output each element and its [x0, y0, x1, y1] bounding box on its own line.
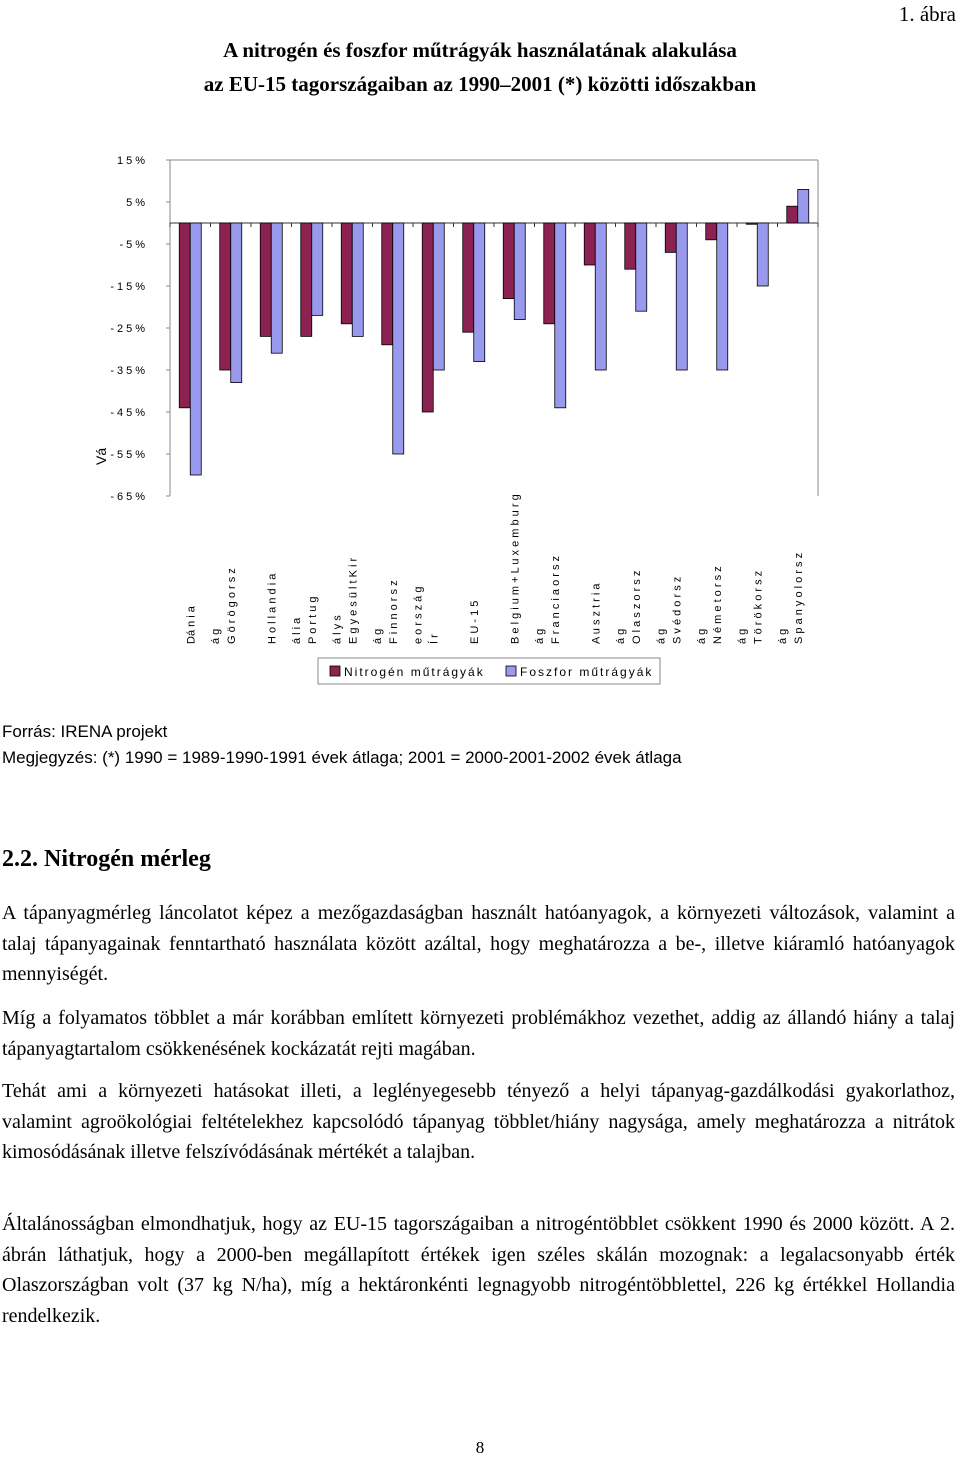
- nitrogen-bar: [463, 223, 474, 332]
- paragraph-3: Tehát ami a környezeti hatásokat illeti, a leglényegesebb tényező a helyi tápanyag-gazdálkodási gyakorlathoz, valamint agroökológiai feltételekhez kapcsolódó tápanyag többlet/hiány nagysága, amely meghatározza a nitrátok kimosódásának illetve felszívódásának mértékét a talajban.: [2, 1080, 955, 1163]
- nitrogen-bar: [706, 223, 717, 240]
- nitrogen-bar: [382, 223, 393, 345]
- x-tick-label: O l a s z o r s z: [630, 570, 643, 644]
- y-tick-label: 15%: [116, 155, 148, 167]
- x-tick-label-tail: á g: [209, 628, 222, 644]
- nitrogen-bar: [544, 223, 555, 324]
- x-tick-label-tail: á l i a: [290, 617, 303, 644]
- phosphorus-bar: [757, 223, 768, 286]
- x-tick-label: T ö r ö k o r s z: [752, 570, 765, 644]
- x-tick-label-tail: á g: [371, 628, 384, 644]
- phosphorus-bar: [514, 223, 525, 320]
- phosphorus-bar: [190, 223, 201, 475]
- x-tick-label: F r a n c i a o r s z: [549, 555, 562, 644]
- phosphorus-bar: [717, 223, 728, 370]
- phosphorus-bar: [595, 223, 606, 370]
- x-tick-label: E U - 1 5: [468, 600, 481, 644]
- nitrogen-bar: [625, 223, 636, 269]
- y-tick-label: 5%: [126, 197, 148, 209]
- y-tick-label: -45%: [110, 407, 148, 419]
- remark-note: Megjegyzés: (*) 1990 = 1989-1990-1991 évek átlaga; 2001 = 2000-2001-2002 évek átlaga: [2, 748, 682, 767]
- x-tick-label: N é m e t o r s z: [711, 566, 724, 644]
- y-tick-label: -65%: [110, 491, 148, 503]
- x-tick-label: P o r t u g: [306, 596, 319, 644]
- page-number: 8: [475, 1438, 485, 1457]
- legend-swatch: [506, 666, 516, 676]
- x-tick-label: Dá n i a: [185, 606, 198, 644]
- nitrogen-bar: [746, 223, 757, 224]
- y-tick-label: -5%: [119, 239, 148, 251]
- chart: [0, 140, 960, 700]
- source-note: Forrás: IRENA projekt: [2, 722, 168, 741]
- phosphorus-bar: [798, 189, 809, 223]
- paragraph-2: Míg a folyamatos többlet a már korábban említett környezeti problémákhoz vezethet, addig az állandó hiány a talaj tápanyagtartalom csökkenésének kockázatát rejti magában.: [2, 1007, 955, 1060]
- nitrogen-bar: [179, 223, 190, 408]
- phosphorus-bar: [555, 223, 566, 408]
- x-tick-label: B e l g i u m + L u x e m b u r g: [509, 494, 522, 644]
- legend-swatch: [330, 666, 340, 676]
- x-tick-label: Í r: [428, 634, 441, 644]
- phosphorus-bar: [352, 223, 363, 336]
- x-tick-label-tail: á g: [655, 628, 668, 644]
- x-tick-label-tail: á g: [736, 628, 749, 644]
- x-tick-label: S v é d o r s z: [671, 576, 684, 644]
- section-heading: 2.2. Nitrogén mérleg: [2, 846, 211, 872]
- chart-title-line-1: A nitrogén és foszfor műtrágyák használatának alakulása: [223, 38, 737, 62]
- figure-label: 1. ábra: [898, 2, 956, 26]
- phosphorus-bar: [676, 223, 687, 370]
- x-tick-label: F i n n o r s z: [387, 580, 400, 644]
- y-tick-label: -25%: [110, 323, 148, 335]
- x-tick-label: E g y e s ü l t K i r: [347, 557, 360, 644]
- nitrogen-bar: [301, 223, 312, 336]
- paragraph-4: Általánosságban elmondhatjuk, hogy az EU-15 tagországaiban a nitrogéntöbblet csökkent 1990 és 2000 között. A 2. ábrán láthatjuk, hogy a 2000-ben megállapított értékek igen széles skálán mozognak: a legalacsonyabb érték Olaszországban volt (37 kg N/ha), míg a hektáronkénti legnagyobb nitrogéntöbblettel, 226 kg értékkel Hollandia rendelkezik.: [2, 1213, 955, 1327]
- nitrogen-bar: [341, 223, 352, 324]
- y-tick-label: -35%: [110, 365, 148, 377]
- x-tick-label-tail: á g: [614, 628, 627, 644]
- nitrogen-bar: [787, 206, 798, 223]
- nitrogen-bar: [422, 223, 433, 412]
- phosphorus-bar: [312, 223, 323, 315]
- y-tick-label: -15%: [110, 281, 148, 293]
- x-tick-label-tail: á g: [695, 628, 708, 644]
- phosphorus-bar: [474, 223, 485, 362]
- phosphorus-bar: [231, 223, 242, 383]
- x-tick-label: S p a n y o l o r s z: [792, 552, 805, 644]
- x-tick-label-tail: á g: [533, 628, 546, 644]
- x-tick-label: G ö r ö g o r s z: [225, 568, 238, 644]
- x-tick-label-tail: e o r s z á g: [412, 586, 425, 644]
- y-tick-label: -55%: [110, 449, 148, 461]
- chart-title-line-2: az EU-15 tagországaiban az 1990–2001 (*) közötti időszakban: [203, 72, 757, 96]
- legend-label: Foszfor műtrágyák: [520, 665, 654, 679]
- phosphorus-bar: [271, 223, 282, 353]
- nitrogen-bar: [260, 223, 271, 336]
- nitrogen-bar: [503, 223, 514, 299]
- phosphorus-bar: [433, 223, 444, 370]
- phosphorus-bar: [636, 223, 647, 311]
- paragraph-1: A tápanyagmérleg láncolatot képez a mezőgazdaságban használt hatóanyagok, a környezeti változások, valamint a talaj tápanyagainak fenntartható használata között azáltal, hogy meghatározza a be-, illetve kiáramló hatóanyagok mennyiségét.: [2, 902, 955, 985]
- nitrogen-bar: [220, 223, 231, 370]
- x-tick-label-tail: á g: [776, 628, 789, 644]
- x-tick-label-tail: á l y s: [331, 615, 344, 644]
- x-tick-label: A u s z t r i a: [590, 583, 603, 644]
- nitrogen-bar: [665, 223, 676, 252]
- phosphorus-bar: [393, 223, 404, 454]
- y-axis-label: Vá: [93, 447, 109, 465]
- legend-label: Nitrogén műtrágyák: [344, 665, 485, 679]
- x-tick-label: H o l l a n d i a: [266, 573, 279, 644]
- nitrogen-bar: [584, 223, 595, 265]
